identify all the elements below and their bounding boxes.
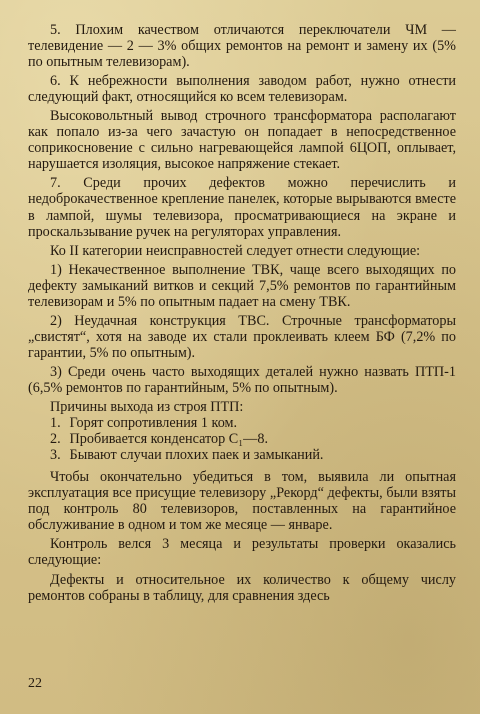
list-item	[28, 431, 456, 447]
page-number: 22	[28, 676, 42, 691]
paragraph-high-voltage: Высоковольтный вывод строчного трансформатора располагают как попало из-за чего зачастую он попадает в непосредственное соприкосновение с сильно нагревающейся лампой 6ЦОП, оплывает, нарушается изоляция, высокое напряжение стекает.	[28, 108, 456, 173]
paragraph-control-80: Чтобы окончательно убедиться в том, выявила ли опытная эксплуатация все присущие телевизору „Рекорд“ дефекты, были взяты под контроль 80 телевизоров, поставленных на гарантийное обслуживание в одном и том же месяце — январе.	[28, 469, 456, 534]
list-item-number: 3.	[50, 447, 61, 464]
page-text	[28, 22, 456, 607]
paragraph-item-6: 6. К небрежности выполнения заводом работ, нужно отнести следующий факт, относящийся ко всем телевизорам.	[28, 73, 456, 106]
paragraph-control-results: Контроль велся 3 месяца и результаты проверки оказались следующие:	[28, 536, 456, 569]
paragraph-item-7: 7. Среди прочих дефектов можно перечислить и недоброкачественное крепление панелек, которые вырываются вместе в лампой, шумы телевизора, просматривающиеся на экране и проскальзывание ручек на регуляторах управления.	[28, 175, 456, 240]
paragraph-category-two: Ко II категории неисправностей следует отнести следующие:	[50, 242, 421, 259]
list-item-text: Пробивается конденсатор C₁—8.	[69, 431, 268, 448]
list-item-text: Бывают случаи плохих паек и замыканий.	[69, 447, 324, 464]
paragraph-ptp: 3) Среди очень часто выходящих деталей нужно назвать ПТП-1 (6,5% ремонтов по гарантийным, 5% по опытным).	[28, 363, 456, 396]
paragraph-ptp-reasons-intro: Причины выхода из строя ПТП:	[50, 399, 244, 416]
list-item-text: Горят сопротивления 1 ком.	[69, 415, 238, 432]
paragraph-tvs: 2) Неудачная конструкция ТВС. Строчные трансформаторы „свистят“, хотя на заводе их стали проклеивать клеем БФ (7,2% по гарантии, 5% по опытным).	[28, 312, 456, 361]
list-item-number: 1.	[50, 415, 61, 432]
list-item	[28, 415, 456, 431]
paragraph-item-5: 5. Плохим качеством отличаются переключатели ЧМ — телевидение — 2 — 3% общих ремонтов на ремонт и замену их (5% по опытным телевизорам).	[28, 22, 456, 71]
list-item-number: 2.	[50, 431, 61, 448]
list-item	[28, 447, 456, 463]
paragraph-tvk: 1) Некачественное выполнение ТВК, чаще всего выходящих по дефекту замыканий витков и секций 7,5% ремонтов по гарантийным телевизорам и 5% по опытным падает на смену ТВК.	[28, 261, 456, 310]
paragraph-defects-table: Дефекты и относительное их количество к общему числу ремонтов собраны в таблицу, для сравнения здесь	[28, 571, 456, 604]
